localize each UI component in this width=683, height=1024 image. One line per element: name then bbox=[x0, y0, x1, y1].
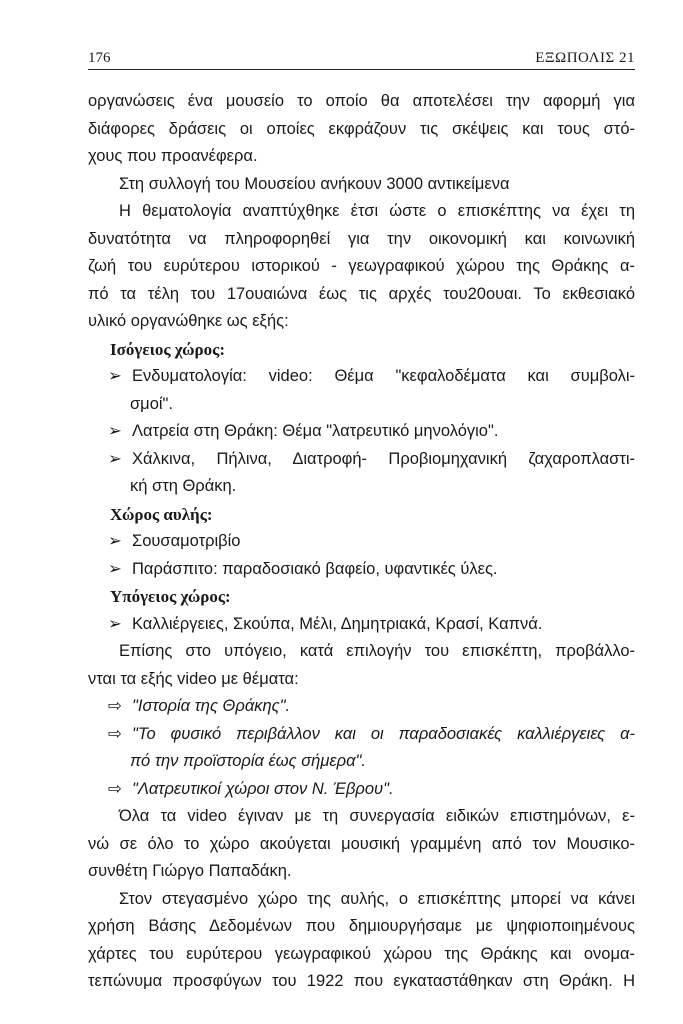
arrow-outline-icon: ⇨ bbox=[108, 724, 122, 743]
running-header bbox=[88, 50, 635, 70]
video-title: "Λατρευτικοί χώροι στον Ν. Έβρου". bbox=[132, 779, 394, 798]
arrow-outline-icon: ⇨ bbox=[108, 779, 122, 798]
video-item bbox=[88, 776, 635, 804]
arrow-bullet-icon: ➢ bbox=[108, 614, 122, 633]
bullet-item bbox=[88, 418, 635, 446]
section-heading-basement: Υπόγειος χώρος: bbox=[110, 587, 231, 606]
text-line: οργανώσεις ένα μουσείο το οποίο θα αποτελέσει την αφορμή για bbox=[88, 92, 635, 110]
arrow-bullet-icon: ➢ bbox=[108, 367, 122, 385]
bullet-continuation: σμοί". bbox=[130, 394, 173, 413]
text-line: Στη συλλογή του Μουσείου ανήκουν 3000 αντικείμενα bbox=[119, 174, 510, 193]
bullet-item bbox=[88, 556, 635, 584]
text-line: Επίσης στο υπόγειο, κατά επιλογήν του επισκέπτη, προβάλλο- bbox=[119, 642, 635, 660]
text-line: πό τα τέλη του 17ουαιώνα έως τις αρχές του20ουαι. Το εκθεσιακό bbox=[88, 284, 635, 303]
bullet-text: Καλλιέργειες, Σκούπα, Μέλι, Δημητριακά, Κρασί, Καπνά. bbox=[132, 614, 543, 633]
section-heading-courtyard: Χώρος αυλής: bbox=[110, 504, 213, 524]
running-title: ΕΞΩΠΟΛΙΣ 21 bbox=[535, 50, 635, 66]
text-line: χάρτες του ευρύτερου γεωγραφικού χώρου της Θράκης και ονομα- bbox=[88, 944, 635, 963]
arrow-bullet-icon: ➢ bbox=[108, 559, 122, 578]
text-line: υλικό οργανώθηκε ως εξής: bbox=[88, 312, 289, 330]
video-continuation: πό την προϊστορία έως σήμερα". bbox=[130, 752, 366, 770]
video-item bbox=[88, 721, 635, 749]
text-line: Η θεματολογία αναπτύχθηκε έτσι ώστε ο επισκέπτης να έχει τη bbox=[119, 202, 635, 220]
text-line: χρήση Βάσης Δεδομένων που δημιουργήσαμε με ψηφιοποιημένους bbox=[88, 917, 635, 935]
bullet-text: Λατρεία στη Θράκη: Θέμα "λατρευτικό μηνολόγιο". bbox=[132, 422, 499, 440]
arrow-outline-icon: ⇨ bbox=[108, 697, 122, 715]
arrow-bullet-icon: ➢ bbox=[108, 532, 122, 550]
bullet-item bbox=[88, 528, 635, 556]
bullet-item bbox=[88, 446, 635, 474]
arrow-bullet-icon: ➢ bbox=[108, 422, 122, 440]
page-number: 176 bbox=[88, 50, 111, 66]
arrow-bullet-icon: ➢ bbox=[108, 449, 122, 468]
text-line: συνθέτη Γιώργο Παπαδάκη. bbox=[88, 862, 292, 880]
text-line: Στον στεγασμένο χώρο της αυλής, ο επισκέπτης μπορεί να κάνει bbox=[119, 889, 635, 908]
page-body bbox=[88, 88, 635, 996]
text-line: δυνατότητα να πληροφορηθεί για την οικονομική και κοινωνική bbox=[88, 229, 635, 248]
text-line: τεπώνυμα προσφύγων του 1922 που εγκαταστάθηκαν στη Θράκη. Η bbox=[88, 972, 635, 990]
bullet-text: Σουσαμοτριβίο bbox=[132, 532, 241, 550]
bullet-item bbox=[88, 611, 635, 639]
bullet-continuation: κή στη Θράκη. bbox=[130, 477, 237, 495]
bullet-text: Χάλκινα, Πήλινα, Διατροφή- Προβιομηχανική ζαχαροπλαστι- bbox=[132, 449, 635, 468]
video-title: "Το φυσικό περιβάλλον και οι παραδοσιακές καλλιέργειες α- bbox=[132, 724, 635, 743]
text-line: διάφορες δράσεις οι οποίες εκφράζουν τις σκέψεις και τους στό- bbox=[88, 119, 635, 138]
text-line: χους που προανέφερα. bbox=[88, 147, 258, 165]
bullet-text: Ενδυματολογία: video: Θέμα "κεφαλοδέματα και συμβολι- bbox=[132, 367, 635, 385]
text-line: νται τα εξής video με θέματα: bbox=[88, 669, 299, 688]
text-line: Όλα τα video έγιναν με τη συνεργασία ειδικών επιστημόνων, ε- bbox=[119, 807, 635, 825]
bullet-text: Παράσπιτο: παραδοσιακό βαφείο, υφαντικές ύλες. bbox=[132, 559, 498, 578]
bullet-item bbox=[88, 363, 635, 391]
text-line: ζωή του ευρύτερου ιστορικού - γεωγραφικού χώρου της Θράκης α- bbox=[88, 257, 635, 275]
video-title: "Ιστορία της Θράκης". bbox=[132, 697, 291, 715]
text-line: νώ σε όλο το χώρο ακούγεται μουσική γραμμένη από τον Μουσικο- bbox=[88, 834, 635, 853]
section-heading-ground-floor: Ισόγειος χώρος: bbox=[110, 339, 225, 359]
header-rule bbox=[88, 69, 635, 70]
video-item bbox=[88, 693, 635, 721]
